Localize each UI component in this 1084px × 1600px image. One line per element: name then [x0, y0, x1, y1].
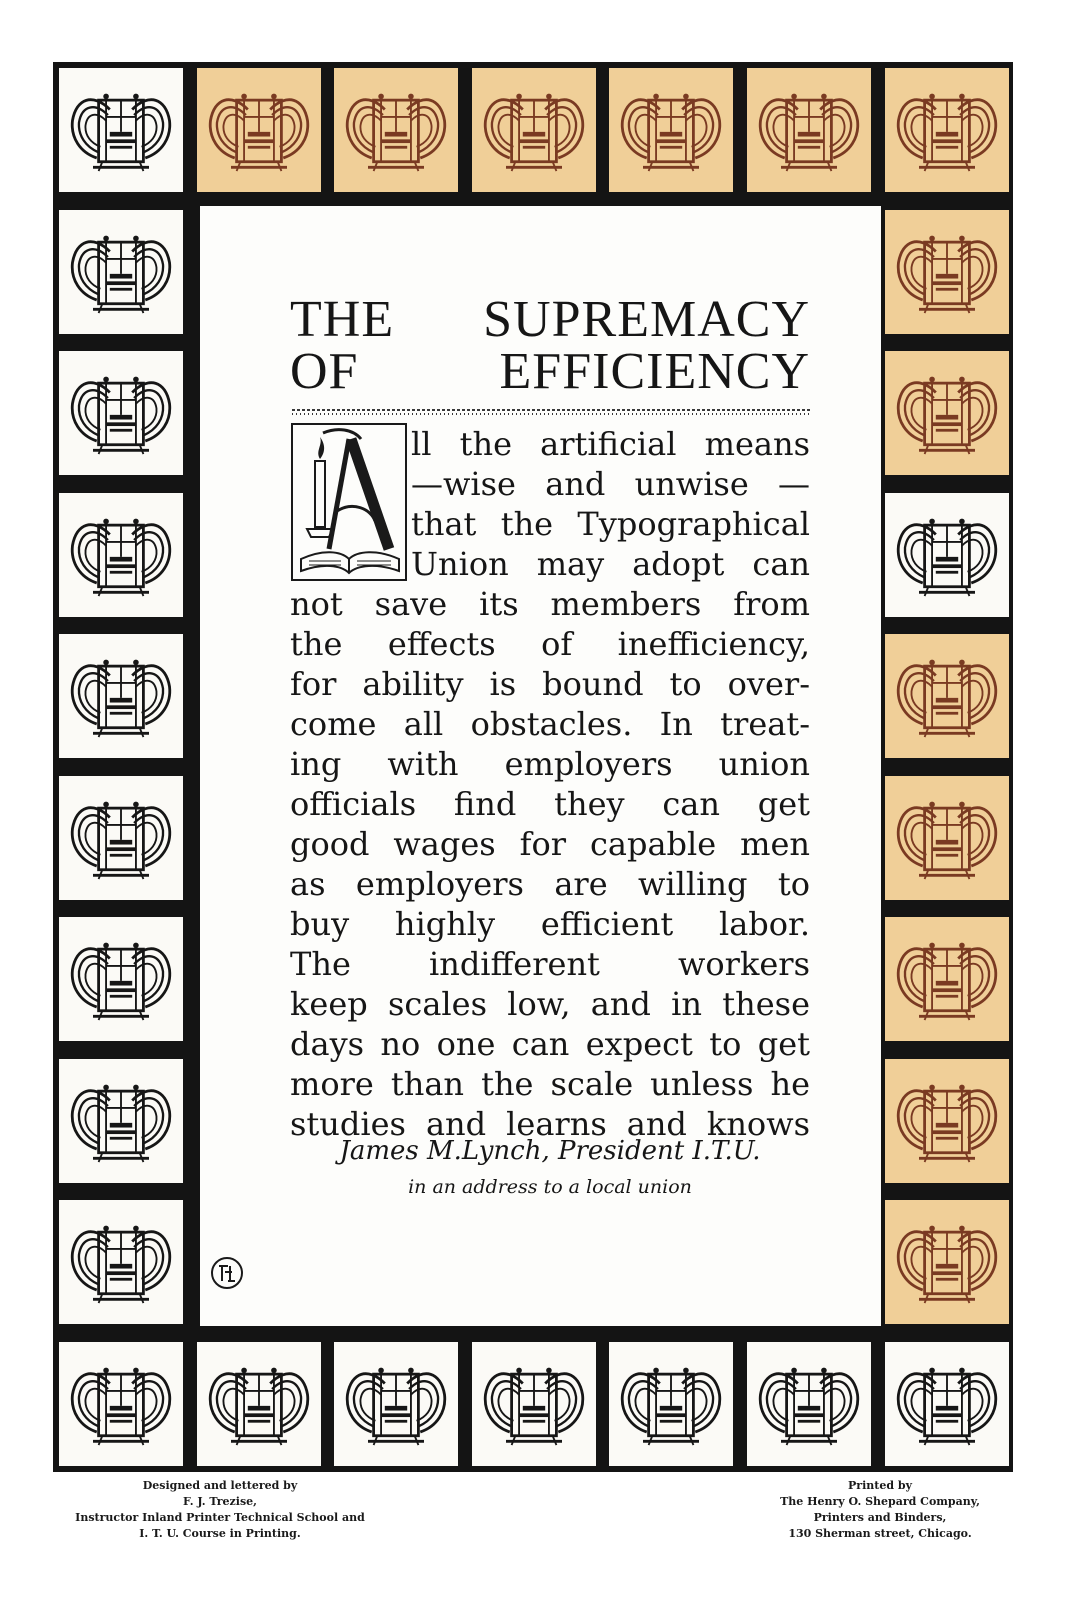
illuminated-letter-a-icon — [293, 425, 405, 579]
border-tile — [885, 1059, 1009, 1183]
border-tile — [334, 68, 458, 192]
border-tile — [885, 68, 1009, 192]
border-tile — [885, 1200, 1009, 1324]
credit-line: Designed and lettered by — [142, 1479, 298, 1492]
body-line: studies and learns and knows — [290, 1105, 810, 1143]
winged-printing-press-icon — [891, 216, 1003, 328]
body-line: ll the artificial means — [411, 425, 810, 463]
border-tile — [885, 493, 1009, 617]
body-line: ing with employers union — [290, 745, 810, 783]
border-tile — [59, 1200, 183, 1324]
winged-printing-press-icon — [891, 923, 1003, 1035]
winged-printing-press-icon — [65, 216, 177, 328]
body-line: come all obstacles. In treat- — [290, 705, 810, 743]
winged-printing-press-icon — [65, 74, 177, 186]
border-tile — [472, 68, 596, 192]
signature-subtitle: in an address to a local union — [408, 1176, 692, 1198]
border-tile — [334, 1342, 458, 1466]
border-tile — [59, 68, 183, 192]
winged-printing-press-icon — [891, 357, 1003, 469]
border-tile — [197, 68, 321, 192]
title-line-1: THE SUPREMACY — [290, 291, 810, 348]
body-line: buy highly efficient labor. — [290, 905, 810, 943]
border-tile — [885, 1342, 1009, 1466]
winged-printing-press-icon — [891, 499, 1003, 611]
border-tile — [885, 634, 1009, 758]
body-line: days no one can expect to get — [290, 1025, 810, 1063]
body-line: that the Typographical — [411, 505, 810, 543]
winged-printing-press-icon — [65, 1206, 177, 1318]
credit-line: Printed by — [848, 1479, 912, 1492]
winged-printing-press-icon — [65, 357, 177, 469]
credit-line: I. T. U. Course in Printing. — [139, 1527, 301, 1540]
winged-printing-press-icon — [340, 1348, 452, 1460]
winged-printing-press-icon — [340, 74, 452, 186]
body-line: the effects of inefficiency, — [290, 625, 810, 663]
credit-line: F. J. Trezise, — [183, 1495, 257, 1508]
winged-printing-press-icon — [478, 74, 590, 186]
designer-monogram-icon — [210, 1256, 244, 1290]
winged-printing-press-icon — [891, 640, 1003, 752]
decorative-rule — [292, 407, 812, 417]
winged-printing-press-icon — [891, 74, 1003, 186]
winged-printing-press-icon — [65, 640, 177, 752]
border-tile — [59, 1342, 183, 1466]
border-tile — [197, 1342, 321, 1466]
border-tile — [885, 210, 1009, 334]
winged-printing-press-icon — [65, 1348, 177, 1460]
body-line: not save its members from — [290, 585, 810, 623]
body-line: for ability is bound to over- — [290, 665, 810, 703]
printer-credit — [720, 1478, 1040, 1542]
border-tile — [609, 68, 733, 192]
border-tile — [885, 917, 1009, 1041]
body-line: good wages for capable men — [290, 825, 810, 863]
border-tile — [59, 634, 183, 758]
body-line: more than the scale unless he — [290, 1065, 810, 1103]
winged-printing-press-icon — [891, 1348, 1003, 1460]
border-tile — [609, 1342, 733, 1466]
credit-line: 130 Sherman street, Chicago. — [788, 1527, 972, 1540]
border-tile — [747, 68, 871, 192]
border-tile — [472, 1342, 596, 1466]
body-line: officials find they can get — [290, 785, 810, 823]
winged-printing-press-icon — [65, 923, 177, 1035]
winged-printing-press-icon — [753, 1348, 865, 1460]
border-tile — [747, 1342, 871, 1466]
border-tile — [885, 351, 1009, 475]
border-tile — [59, 210, 183, 334]
border-tile — [59, 351, 183, 475]
winged-printing-press-icon — [753, 74, 865, 186]
border-tile — [59, 917, 183, 1041]
winged-printing-press-icon — [615, 1348, 727, 1460]
credit-line: The Henry O. Shepard Company, — [780, 1495, 980, 1508]
border-tile — [59, 776, 183, 900]
winged-printing-press-icon — [65, 499, 177, 611]
body-line: The indifferent workers — [290, 945, 810, 983]
text-panel — [200, 206, 881, 1326]
designer-credit — [60, 1478, 380, 1542]
body-line: —wise and unwise — — [411, 465, 810, 503]
credit-line: Printers and Binders, — [813, 1511, 947, 1524]
border-tile — [885, 776, 1009, 900]
title-line-2: OF EFFICIENCY — [290, 343, 810, 400]
winged-printing-press-icon — [65, 782, 177, 894]
signature: James M.Lynch, President I.T.U. — [339, 1136, 761, 1166]
winged-printing-press-icon — [203, 1348, 315, 1460]
illuminated-initial — [291, 423, 407, 581]
winged-printing-press-icon — [615, 74, 727, 186]
body-line: keep scales low, and in these — [290, 985, 810, 1023]
credit-line: Instructor Inland Printer Technical School and — [75, 1511, 365, 1524]
winged-printing-press-icon — [203, 74, 315, 186]
winged-printing-press-icon — [891, 782, 1003, 894]
winged-printing-press-icon — [65, 1065, 177, 1177]
border-tile — [59, 493, 183, 617]
winged-printing-press-icon — [891, 1065, 1003, 1177]
poster-title — [290, 291, 810, 400]
body-line: as employers are willing to — [290, 865, 810, 903]
winged-printing-press-icon — [891, 1206, 1003, 1318]
body-line: Union may adopt can — [411, 545, 810, 583]
winged-printing-press-icon — [478, 1348, 590, 1460]
border-tile — [59, 1059, 183, 1183]
